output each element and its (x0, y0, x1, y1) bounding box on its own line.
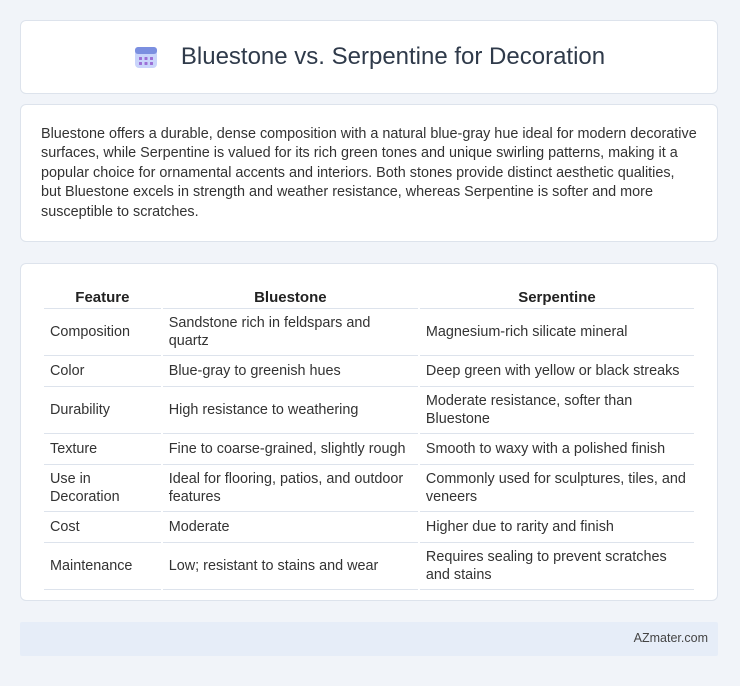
feature-cell: Composition (44, 309, 161, 356)
table-row (44, 387, 694, 434)
comparison-table (42, 284, 696, 590)
title-card (20, 20, 718, 94)
serpentine-cell: Commonly used for sculptures, tiles, and veneers (420, 465, 694, 512)
footer-brand: AZmater.com (633, 631, 708, 645)
intro-card (20, 104, 718, 242)
serpentine-cell: Smooth to waxy with a polished finish (420, 434, 694, 465)
feature-cell: Texture (44, 434, 161, 465)
bluestone-cell: Fine to coarse-grained, slightly rough (163, 434, 418, 465)
bluestone-cell: Ideal for flooring, patios, and outdoor features (163, 465, 418, 512)
calendar-icon (133, 44, 159, 70)
table-row (44, 512, 694, 543)
bluestone-cell: Blue-gray to greenish hues (163, 356, 418, 387)
table-row (44, 465, 694, 512)
bluestone-cell: Moderate (163, 512, 418, 543)
page-title: Bluestone vs. Serpentine for Decoration (180, 43, 606, 70)
bluestone-cell: Low; resistant to stains and wear (163, 543, 418, 590)
serpentine-cell: Requires sealing to prevent scratches and stains (420, 543, 694, 590)
table-row (44, 543, 694, 590)
feature-cell: Color (44, 356, 161, 387)
serpentine-cell: Higher due to rarity and finish (420, 512, 694, 543)
header-feature: Feature (44, 284, 161, 309)
feature-cell: Use in Decoration (44, 465, 161, 512)
header-bluestone: Bluestone (163, 284, 418, 309)
table-header-row (44, 284, 694, 309)
table-row (44, 434, 694, 465)
table-row (44, 356, 694, 387)
feature-cell: Maintenance (44, 543, 161, 590)
feature-cell: Durability (44, 387, 161, 434)
feature-cell: Cost (44, 512, 161, 543)
serpentine-cell: Moderate resistance, softer than Bluestone (420, 387, 694, 434)
bluestone-cell: High resistance to weathering (163, 387, 418, 434)
serpentine-cell: Deep green with yellow or black streaks (420, 356, 694, 387)
serpentine-cell: Magnesium-rich silicate mineral (420, 309, 694, 356)
intro-paragraph: Bluestone offers a durable, dense composition with a natural blue-gray hue ideal for modern decorative surfaces, while Serpentine is valued for its rich green tones and unique swirling patterns, making it a popular choice for ornamental accents and interiors. Both stones provide distinct aesthetic qualities, but Bluestone excels in strength and weather resistance, whereas Serpentine is softer and more susceptible to scratches. (41, 126, 697, 220)
table-row (44, 309, 694, 356)
header-serpentine: Serpentine (420, 284, 694, 309)
bluestone-cell: Sandstone rich in feldspars and quartz (163, 309, 418, 356)
footer-bar (20, 622, 718, 656)
comparison-card (20, 263, 718, 601)
